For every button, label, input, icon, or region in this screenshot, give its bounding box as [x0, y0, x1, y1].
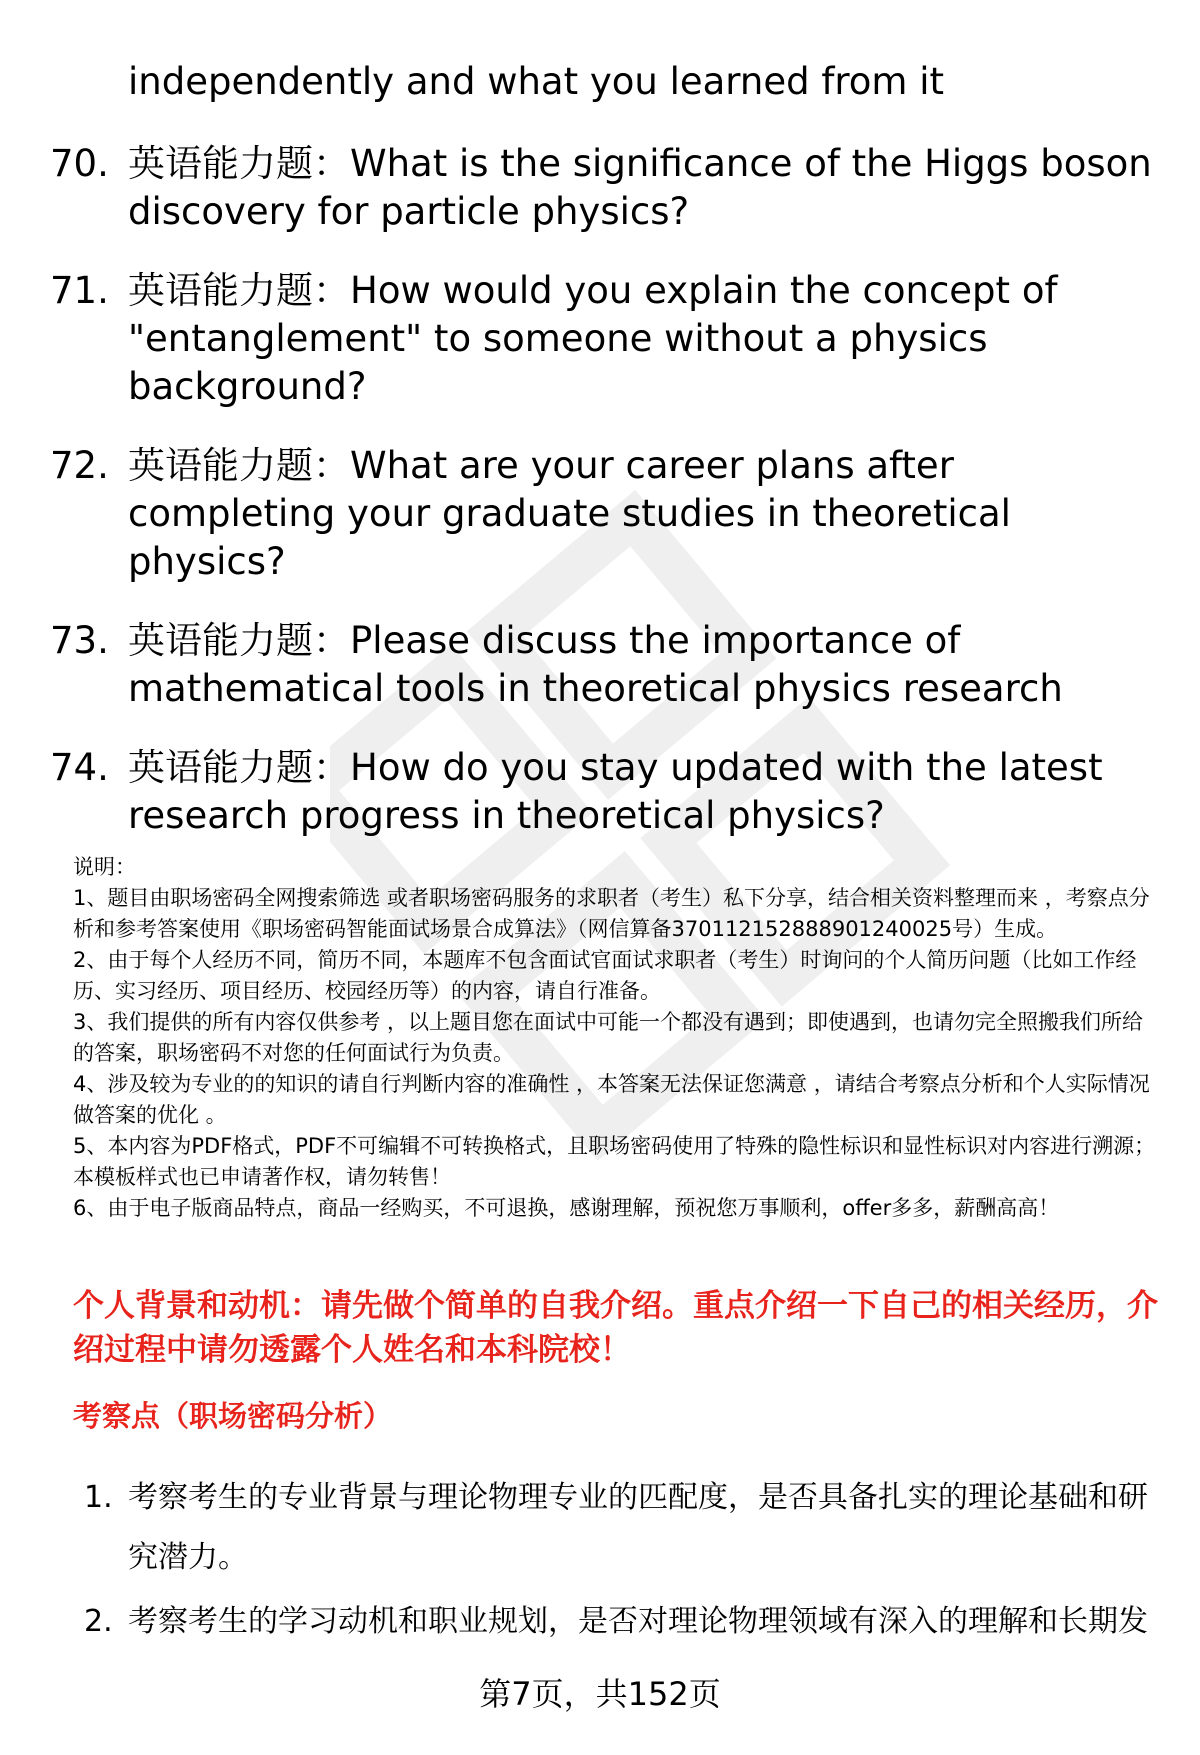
question-number: 73.	[50, 619, 109, 662]
question-text: 英语能力题：What are your career plans after completing your graduate studies in theoretical physics?	[128, 444, 1011, 583]
question-69-continuation: independently and what you learned from it	[128, 60, 944, 103]
notes-title: 说明：	[73, 855, 136, 879]
analysis-point	[84, 1468, 1164, 1588]
note-item: 3、我们提供的所有内容仅供参考 ，以上题目您在面试中可能一个都没有遇到；即使遇到，也请勿完全照搬我们所给的答案，职场密码不对您的任何面试行为负责。	[73, 1010, 1144, 1065]
question-text: 英语能力题：Please discuss the importance of mathematical tools in theoretical physics research	[128, 619, 1063, 710]
question-item	[50, 267, 1160, 411]
point-number: 1.	[84, 1480, 113, 1515]
interview-question-heading: 个人背景和动机：请先做个简单的自我介绍。重点介绍一下自己的相关经历，介绍过程中请勿透露个人姓名和本科院校！	[73, 1288, 1158, 1368]
analysis-heading: 考察点（职场密码分析）	[73, 1399, 393, 1433]
page-footer: 第7页，共152页	[479, 1675, 721, 1713]
question-list	[50, 140, 1160, 871]
note-item: 1、题目由职场密码全网搜索筛选 或者职场密码服务的求职者（考生）私下分享，结合相关资料整理而来 ，考察点分析和参考答案使用《职场密码智能面试场景合成算法》（网信算备370112152888901240025号）生成。	[73, 886, 1150, 941]
note-item: 5、本内容为PDF格式，PDF不可编辑不可转换格式，且职场密码使用了特殊的隐性标识和显性标识对内容进行溯源；本模板样式也已申请著作权，请勿转售！	[73, 1134, 1156, 1189]
question-item	[50, 744, 1160, 840]
point-text: 考察考生的学习动机和职业规划，是否对理论物理领域有深入的理解和长期发	[128, 1604, 1148, 1639]
question-item	[50, 617, 1160, 713]
note-item: 4、涉及较为专业的的知识的请自行判断内容的准确性 ，本答案无法保证您满意 ，请结合考察点分析和个人实际情况做答案的优化 。	[73, 1072, 1150, 1127]
question-item	[50, 140, 1160, 236]
notes-section	[73, 852, 1158, 1224]
note-item: 2、由于每个人经历不同，简历不同，本题库不包含面试官面试求职者（考生）时询问的个人简历问题（比如工作经历、实习经历、项目经历、校园经历等）的内容，请自行准备。	[73, 948, 1137, 1003]
question-text: 英语能力题：What is the significance of the Higgs boson discovery for particle physics?	[128, 142, 1152, 233]
question-number: 71.	[50, 269, 109, 312]
question-number: 74.	[50, 746, 109, 789]
point-text: 考察考生的专业背景与理论物理专业的匹配度，是否具备扎实的理论基础和研究潜力。	[128, 1480, 1148, 1575]
analysis-point	[84, 1592, 1164, 1652]
note-item: 6、由于电子版商品特点，商品一经购买，不可退换，感谢理解，预祝您万事顺利，offer多多，薪酬高高！	[73, 1196, 1060, 1220]
analysis-points	[84, 1468, 1164, 1656]
question-number: 70.	[50, 142, 109, 185]
point-number: 2.	[84, 1604, 113, 1639]
question-text: 英语能力题：How would you explain the concept of "entanglement" to someone without a physics background?	[128, 269, 1058, 408]
question-item	[50, 442, 1160, 586]
question-number: 72.	[50, 444, 109, 487]
question-text: 英语能力题：How do you stay updated with the latest research progress in theoretical physics?	[128, 746, 1103, 837]
